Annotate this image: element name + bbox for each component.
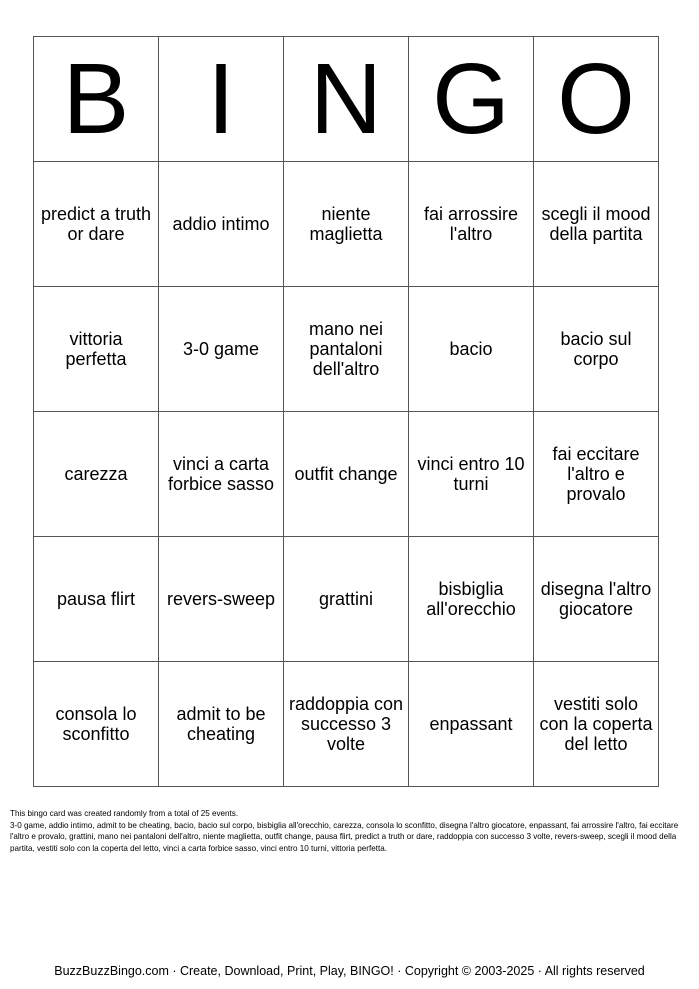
bingo-cell: carezza [34,412,159,537]
header-letter-b: B [34,37,159,162]
bingo-cell: scegli il mood della partita [534,162,659,287]
bingo-cell: predict a truth or dare [34,162,159,287]
bingo-cell: 3-0 game [159,287,284,412]
bingo-row [34,162,659,287]
header-letter-i: I [159,37,284,162]
description-events: 3-0 game, addio intimo, admit to be cheating, bacio, bacio sul corpo, bisbiglia all'orecchio, carezza, consola lo sconfitto, disegna l'altro giocatore, enpassant, fai arrossire l'altro, fai eccitare l'altro e provalo, grattini, mano nei pantaloni dell'altro, niente maglietta, outfit change, pausa flirt, predict a truth or dare, raddoppia con successo 3 volte, revers-sweep, scegli il mood della partita, vestiti solo con la coperta del letto, vinci a carta forbice sasso, vinci entro 10 turni, vittoria perfetta. [10,820,679,853]
header-letter-o: O [534,37,659,162]
bingo-cell: fai arrossire l'altro [409,162,534,287]
bingo-cell: vestiti solo con la coperta del letto [534,662,659,787]
bingo-cell: bisbiglia all'orecchio [409,537,534,662]
bingo-cell: bacio sul corpo [534,287,659,412]
bingo-cell: fai eccitare l'altro e provalo [534,412,659,537]
description-intro: This bingo card was created randomly from a total of 25 events. [10,809,239,818]
bingo-cell: bacio [409,287,534,412]
bingo-cell: vinci a carta forbice sasso [159,412,284,537]
bingo-cell: vinci entro 10 turni [409,412,534,537]
bingo-row [34,537,659,662]
footer-copyright: BuzzBuzzBingo.com · Create, Download, Print, Play, BINGO! · Copyright © 2003-2025 · All rights reserved [54,964,645,978]
bingo-cell: pausa flirt [34,537,159,662]
header-letter-g: G [409,37,534,162]
bingo-cell: vittoria perfetta [34,287,159,412]
bingo-cell: addio intimo [159,162,284,287]
bingo-row [34,662,659,787]
bingo-row [34,287,659,412]
bingo-card [33,36,659,787]
card-description [10,808,690,854]
bingo-cell: grattini [284,537,409,662]
bingo-cell: consola lo sconfitto [34,662,159,787]
bingo-cell: outfit change [284,412,409,537]
bingo-header-row [34,37,659,162]
bingo-row [34,412,659,537]
bingo-cell: enpassant [409,662,534,787]
bingo-cell: mano nei pantaloni dell'altro [284,287,409,412]
header-letter-n: N [284,37,409,162]
bingo-cell: niente maglietta [284,162,409,287]
bingo-cell: revers-sweep [159,537,284,662]
bingo-cell: admit to be cheating [159,662,284,787]
bingo-cell: raddoppia con successo 3 volte [284,662,409,787]
bingo-cell: disegna l'altro giocatore [534,537,659,662]
